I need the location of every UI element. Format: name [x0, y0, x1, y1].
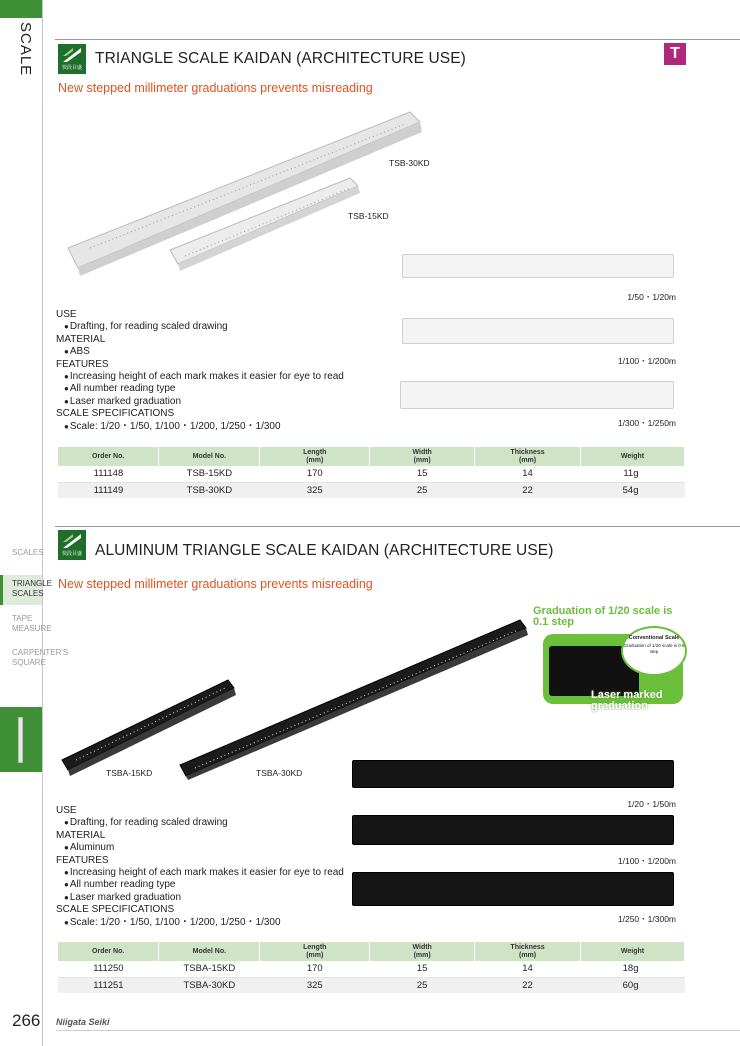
table-header-row — [58, 447, 685, 466]
section1-title: TRIANGLE SCALE KAIDAN (ARCHITECTURE USE) — [95, 50, 466, 67]
spec-feature-item: ● Laser marked graduation — [56, 396, 344, 408]
col-length: Length (mm) — [260, 447, 370, 466]
conventional-scale-bubble — [621, 626, 687, 676]
section1-subtitle: New stepped millimeter graduations prevents misreading — [58, 81, 373, 95]
section2-spec-table — [58, 942, 685, 993]
spec-scale-heading: SCALE SPECIFICATIONS — [56, 904, 175, 916]
sidebar-ruler-marker — [0, 707, 42, 772]
col-order-no: Order No. — [58, 447, 159, 466]
kaidan-logo: 快段目盛 — [58, 530, 86, 560]
spec-use-heading: USE — [56, 805, 77, 816]
col-thickness: Thickness (mm) — [475, 942, 581, 961]
spec-features-heading: FEATURES — [56, 358, 109, 370]
col-width: Width (mm) — [370, 942, 475, 961]
graduation-callout — [527, 604, 689, 716]
spec-use-item: ● Drafting, for reading scaled drawing — [56, 817, 344, 829]
tsb-product-photo — [60, 108, 440, 283]
col-weight: Weight — [581, 942, 685, 961]
section1-rule — [55, 39, 740, 40]
cell-model-no: TSB-15KD — [159, 466, 260, 482]
spec-scale-item: ● Scale: 1/20・1/50, 1/100・1/200, 1/250・1/300 — [56, 917, 344, 929]
sidebar-divider — [42, 0, 43, 1046]
cell-weight: 18g — [581, 961, 685, 977]
photo-label-tsba-30kd: TSBA-30KD — [256, 768, 303, 778]
col-model-no: Model No. — [159, 447, 260, 466]
spec-feature-item: ● All number reading type — [56, 879, 344, 891]
col-model-no: Model No. — [159, 942, 260, 961]
scale-strip-black-1 — [352, 760, 674, 788]
table-row — [58, 977, 685, 993]
scale-strip-3 — [400, 381, 674, 409]
scale-caption-black-1: 1/20・1/50m — [627, 799, 676, 809]
section1-specs — [56, 309, 344, 433]
conventional-note: Graduation of 1/20 scale is 0.5 step — [623, 643, 685, 654]
nav-item-triangle-scales[interactable]: TRIANGLE SCALES — [0, 575, 42, 605]
spec-material-heading: MATERIAL — [56, 333, 106, 345]
cell-thickness: 14 — [475, 961, 581, 977]
tsba-product-photo — [60, 600, 530, 780]
photo-label-tsb-15kd: TSB-15KD — [348, 211, 389, 221]
spec-feature-item: ● Increasing height of each mark makes it easier for eye to read — [56, 867, 344, 879]
cell-order-no: 111149 — [58, 482, 159, 498]
callout-top-text: Graduation of 1/20 scale is 0.1 step — [533, 605, 673, 628]
col-width: Width (mm) — [370, 447, 475, 466]
nav-item-carpenters-square[interactable]: CARPENTER'S SQUARE — [12, 648, 69, 667]
section1-spec-table — [58, 447, 685, 498]
sidebar-top-marker — [0, 0, 42, 18]
scale-strip-2 — [402, 318, 674, 344]
spec-features-heading: FEATURES — [56, 854, 109, 866]
scale-caption-1: 1/50・1/20m — [627, 292, 676, 302]
cell-width: 15 — [370, 961, 475, 977]
spec-feature-item: ● All number reading type — [56, 383, 344, 395]
photo-label-tsba-15kd: TSBA-15KD — [106, 768, 153, 778]
ruler-icon — [18, 717, 23, 763]
callout-bottom-text: Laser marked graduation — [591, 689, 663, 712]
section2-specs — [56, 805, 344, 929]
cell-model-no: TSBA-15KD — [159, 961, 260, 977]
spec-feature-item: ● Increasing height of each mark makes it easier for eye to read — [56, 371, 344, 383]
spec-material-item: ● Aluminum — [56, 842, 344, 854]
spec-use-heading: USE — [56, 309, 77, 320]
spec-scale-item: ● Scale: 1/20・1/50, 1/100・1/200, 1/250・1/300 — [56, 421, 344, 433]
cell-width: 25 — [370, 977, 475, 993]
cell-weight: 11g — [581, 466, 685, 482]
col-thickness: Thickness (mm) — [475, 447, 581, 466]
col-order-no: Order No. — [58, 942, 159, 961]
table-row — [58, 466, 685, 482]
kaidan-logo: 快段目盛 — [58, 44, 86, 74]
scale-strip-black-2 — [352, 815, 674, 845]
cell-order-no: 111251 — [58, 977, 159, 993]
nav-item-scales[interactable]: SCALES — [12, 548, 44, 557]
cell-weight: 54g — [581, 482, 685, 498]
spec-material-item: ● ABS — [56, 346, 344, 358]
cell-thickness: 22 — [475, 977, 581, 993]
cell-length: 170 — [260, 466, 370, 482]
cell-thickness: 22 — [475, 482, 581, 498]
spec-scale-heading: SCALE SPECIFICATIONS — [56, 408, 175, 420]
spec-use-item: ● Drafting, for reading scaled drawing — [56, 321, 344, 333]
photo-label-tsb-30kd: TSB-30KD — [389, 158, 430, 168]
page-number: 266 — [12, 1011, 41, 1030]
cell-order-no: 111250 — [58, 961, 159, 977]
section2-subtitle: New stepped millimeter graduations prevents misreading — [58, 577, 373, 591]
col-weight: Weight — [581, 447, 685, 466]
conventional-label: Conventional Scale — [628, 635, 680, 641]
sidebar-section-label: SCALE — [17, 22, 34, 77]
table-row — [58, 482, 685, 498]
cell-width: 15 — [370, 466, 475, 482]
section2-rule — [55, 526, 740, 527]
cell-weight: 60g — [581, 977, 685, 993]
spec-material-heading: MATERIAL — [56, 829, 106, 841]
cell-length: 325 — [260, 482, 370, 498]
table-row — [58, 961, 685, 977]
category-badge: T — [664, 43, 686, 65]
cell-order-no: 111148 — [58, 466, 159, 482]
scale-strip-black-3 — [352, 872, 674, 906]
scale-strip-1 — [402, 254, 674, 278]
spec-feature-item: ● Laser marked graduation — [56, 892, 344, 904]
cell-length: 170 — [260, 961, 370, 977]
cell-length: 325 — [260, 977, 370, 993]
scale-caption-3: 1/300・1/250m — [617, 418, 676, 428]
cell-model-no: TSBA-30KD — [159, 977, 260, 993]
scale-caption-2: 1/100・1/200m — [617, 356, 676, 366]
cell-model-no: TSB-30KD — [159, 482, 260, 498]
table-header-row — [58, 942, 685, 961]
section2-title: ALUMINUM TRIANGLE SCALE KAIDAN (ARCHITECTURE USE) — [95, 542, 554, 559]
nav-item-tape-measure[interactable]: TAPE MEASURE — [12, 614, 52, 633]
brand-logo: Niigata Seiki — [56, 1017, 110, 1027]
scale-caption-black-3: 1/250・1/300m — [617, 914, 676, 924]
footer-rule — [56, 1030, 740, 1031]
scale-caption-black-2: 1/100・1/200m — [617, 856, 676, 866]
cell-thickness: 14 — [475, 466, 581, 482]
col-length: Length (mm) — [260, 942, 370, 961]
cell-width: 25 — [370, 482, 475, 498]
